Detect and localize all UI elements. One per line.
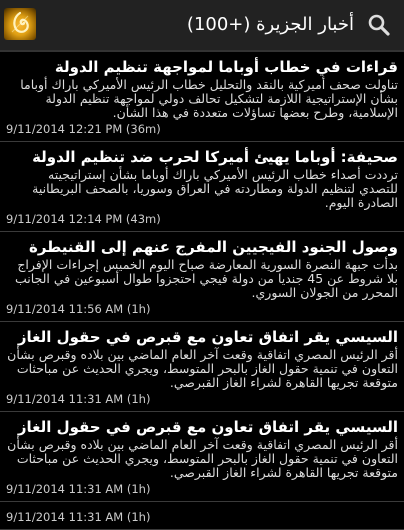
news-item[interactable] [0,412,404,502]
news-item-timestamp: 9/11/2014 11:56 AM (1h) [6,302,151,316]
news-item-summary: أقر الرئيس المصري اتفاقية وقعت آخر العام الماضي بين بلاده وقبرص بشأن التعاون في تنمية حقول الغاز بالبحر المتوسط، ويجري الحديث عن مباحثات متوقعة تجريها القاهرة لشراء الغاز القبرصي. [7,347,398,390]
al-jazeera-logo-icon[interactable] [4,8,36,40]
search-icon[interactable] [366,12,392,38]
news-item-timestamp: 9/11/2014 11:31 AM (1h) [6,510,151,524]
news-item-summary: بدأت جبهة النصرة السورية المعارضة صباح اليوم الخميس إجراءات الإفراج بلا شروط عن 45 جنديا من دولة فيجي احتجزوا طوال أسبوعين في الجانب المحرر من الجولان السوري. [14,257,398,300]
news-item-timestamp: 9/11/2014 12:21 PM (36m) [6,122,161,136]
news-item-summary: تناولت صحف أميركية بالنقد والتحليل خطاب الرئيس الأميركي باراك أوباما بشأن الإستراتيجية اللازمة لتشكيل تحالف دولي لمواجهة تنظيم الدولة الإسلامية، وطرح بعضها تساؤلات متعددة في هذا الشأن. [20,77,398,120]
news-item[interactable] [0,232,404,322]
news-item[interactable] [0,142,404,232]
news-item-timestamp: 9/11/2014 11:31 AM (1h) [6,482,151,496]
news-item-title: وصول الجنود الفيجيين المفرج عنهم إلى القنيطرة [29,238,398,256]
news-item-title [6,502,398,507]
news-item-title: صحيفة: أوباما يهيئ أميركا لحرب ضد تنظيم الدولة [32,148,398,166]
news-item-title: قراءات في خطاب أوباما لمواجهة تنظيم الدولة [54,58,398,76]
news-item[interactable] [0,52,404,142]
news-item-title: السيسي يقر اتفاق تعاون مع قبرص في حقول الغاز [17,328,398,346]
news-item[interactable] [0,322,404,412]
action-bar [0,0,404,52]
news-item[interactable] [0,502,404,530]
news-item-title: السيسي يقر اتفاق تعاون مع قبرص في حقول الغاز [17,418,398,436]
news-item-summary: أقر الرئيس المصري اتفاقية وقعت آخر العام الماضي بين بلاده وقبرص بشأن التعاون في تنمية حقول الغاز بالبحر المتوسط، ويجري الحديث عن مباحثات متوقعة تجريها القاهرة لشراء الغاز القبرصي. [7,437,398,480]
news-item-summary: ترددت أصداء خطاب الرئيس الأميركي باراك أوباما بشأن إستراتيجيته للتصدي لتنظيم الدولة ومطاردته في العراق وسوريا، بالصحف البريطانية الصادرة اليوم. [32,167,398,210]
news-item-timestamp: 9/11/2014 11:31 AM (1h) [6,392,151,406]
app-title: أخبار الجزيرة (+100) [186,14,354,35]
news-feed [0,52,404,530]
news-item-timestamp: 9/11/2014 12:14 PM (43m) [6,212,161,226]
